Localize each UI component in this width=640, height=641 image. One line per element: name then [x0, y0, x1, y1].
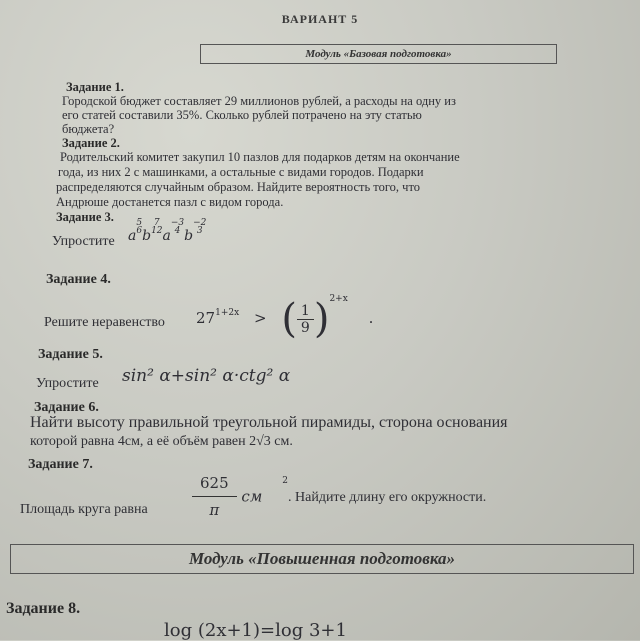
task-7-fraction: $\frac{625}{\pi}$ $см^2$: [192, 474, 288, 519]
task-5-title: Задание 5.: [38, 347, 103, 362]
variant-title: ВАРИАНТ 5: [281, 12, 359, 26]
task-6-title: Задание 6.: [34, 400, 99, 415]
task-3-prompt: Упростите: [52, 234, 115, 249]
task-1-line-1: Городской бюджет составляет 29 миллионов рублей, а расходы на одну из: [62, 94, 456, 108]
task-2-line-2: года, из них 2 с машинками, а остальные с видами городов. Подарки: [58, 165, 424, 179]
task-1-title: Задание 1.: [66, 80, 124, 94]
task-4-title: Задание 4.: [46, 272, 111, 287]
task-8-title: Задание 8.: [6, 600, 81, 617]
task-5-expression: sin² α+sin² α·ctg² α: [122, 366, 291, 386]
task-4-inequality: $27^{1+2x}$ > ( $\frac{1}{9}$ )$^{2+x}$ .: [196, 294, 374, 342]
task-6-line-2: которой равна 4см, а её объём равен 2√3 см.: [30, 434, 293, 449]
task-1-line-2: его статей составили 35%. Сколько рублей потрачено на эту статью: [62, 108, 422, 122]
module-advanced-header: Модуль «Повышенная подготовка»: [10, 544, 634, 574]
task-8-expression: log (2x+1)=log 3+1: [164, 620, 347, 641]
task-2-line-1: Родительский комитет закупил 10 пазлов для подарков детям на окончание: [60, 150, 460, 164]
task-7-title: Задание 7.: [28, 457, 93, 472]
task-2-line-3: распределяются случайным образом. Найдите вероятность того, что: [56, 180, 420, 194]
task-3-title: Задание 3.: [56, 210, 114, 224]
task-5-prompt: Упростите: [36, 376, 99, 391]
task-4-prompt: Решите неравенство: [44, 315, 165, 330]
task-2-title: Задание 2.: [62, 136, 120, 150]
task-1-line-3: бюджета?: [62, 122, 115, 136]
task-2-line-4: Андрюше достанется пазл с видом города.: [56, 195, 284, 209]
task-7-tail: . Найдите длину его окружности.: [288, 490, 487, 505]
module-basic-header: Модуль «Базовая подготовка»: [200, 44, 557, 64]
task-7-prompt: Площадь круга равна: [20, 502, 148, 517]
task-6-line-1: Найти высоту правильной треугольной пирамиды, сторона основания: [30, 414, 508, 431]
task-3-expression: a5 6b7 12a−3 4 b−2 3: [128, 218, 207, 244]
